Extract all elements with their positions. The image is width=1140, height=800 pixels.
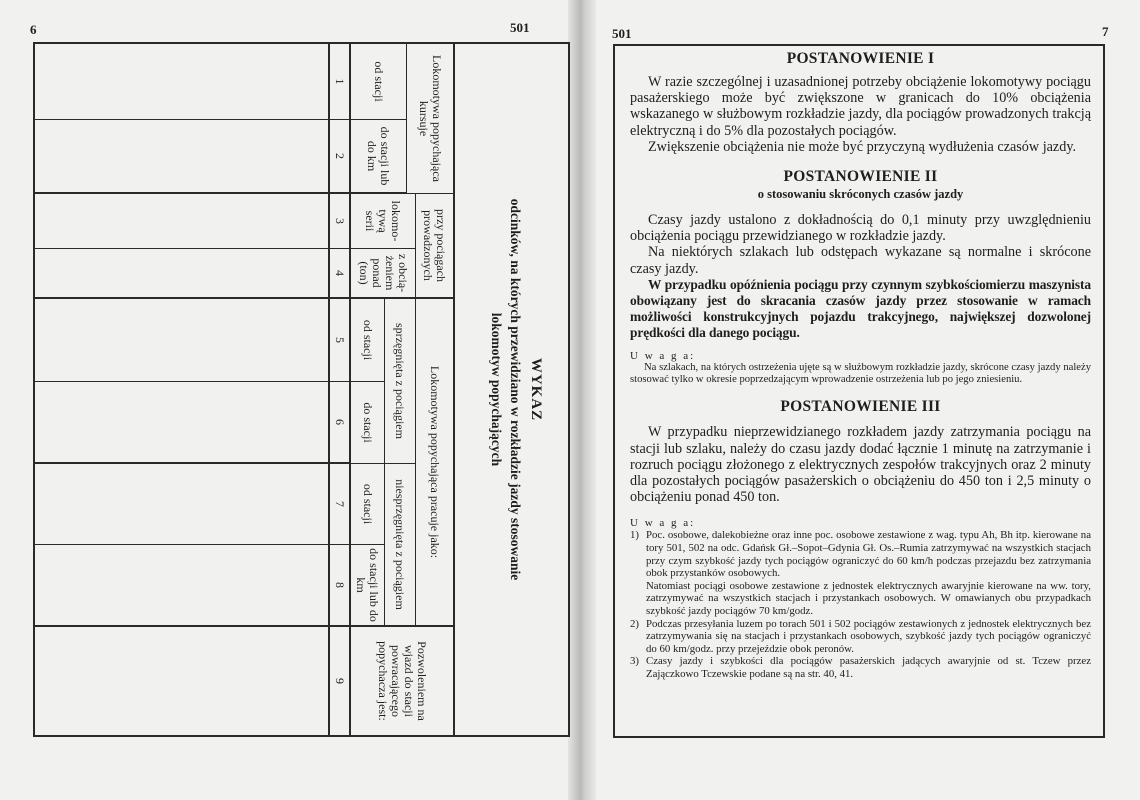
table-title-band <box>453 44 568 735</box>
note-item-1 <box>630 529 1091 617</box>
column-number-4: 4 <box>330 249 350 299</box>
body-column-1 <box>33 44 328 120</box>
header-od-stacji-7: od stacji <box>350 464 384 545</box>
column-number-2: 2 <box>330 120 350 194</box>
note-item-2-text: Podczas przesyłania luzem po torach 501 i 502 pociągów zestawionych z jednostek elektrycznych bez zatrzymywania się na stacjach i przystankach osobowych, szybkość jazdy tych pociągów ograniczyć do 60 km/godz. przy przejeździe obok peronów. <box>646 617 1091 655</box>
pusher-locomotive-table-wrapper <box>33 42 570 737</box>
section-1-paragraph-1: W razie szczególnej i uzasadnionej potrzeby obciążenie lokomotywy pociągu pasażerskiego może być zwiększone w granicach do 10% obciążenia wskazanego w służbowym rozkładzie jazdy, dla pociągów prowadzonych trakcją elektryczną i do 5% dla pozostałych pociągów. <box>630 74 1091 139</box>
header-do-stacji-6: do stacji <box>350 382 384 464</box>
body-column-6 <box>33 382 328 464</box>
section-3-notes-list <box>630 529 1091 680</box>
body-column-5 <box>33 299 328 382</box>
header-pozwoleniem: Pozwoleniem na wjazd do stacji powracającego popychacza jest: <box>350 627 453 735</box>
section-2-note: Na szlakach, na których ostrzeżenia ujęte są w służbowym rozkładzie jazdy, skrócone czasy jazdy należy stosować tylko w okresie poprzedzającym wprowadzenie ostrzeżenia lub po jego zniesieniu. <box>630 361 1091 386</box>
body-column-7 <box>33 464 328 545</box>
header-group-niesprzegnieta: niesprzęgnięta z pociągiem <box>384 464 415 627</box>
note-item-1-text-2: Natomiast pociągi osobowe zestawione z jednostek elektrycznych awaryjnie kierowane na ww. tory, zatrzymywać na wszystkich stacjach i przystankach osobowych. W omawianych obu przypadkach szybkość jazdy pociągów 70 km/godz. <box>646 579 1091 618</box>
header-lokomotywa-serii: lokomo-tywą serii <box>350 194 415 249</box>
pusher-locomotive-table <box>33 42 570 737</box>
left-page-number: 6 <box>30 22 37 37</box>
body-column-4 <box>33 249 328 299</box>
right-line-number: 501 <box>612 26 632 41</box>
column-number-1: 1 <box>330 44 350 120</box>
column-number-8: 8 <box>330 545 350 627</box>
body-column-2 <box>33 120 328 194</box>
column-number-9: 9 <box>333 678 348 684</box>
left-line-number: 501 <box>510 20 530 35</box>
note-item-2 <box>630 618 1091 656</box>
section-2-paragraph-2: Na niektórych szlakach lub odstępach wykazane są normalne i skrócone czasy jazdy. <box>630 244 1091 277</box>
note-item-1-text: Poc. osobowe, dalekobieżne oraz inne poc. osobowe zestawione z wag. typu Ah, Bh itp. kierowane na tory 501, 502 na odc. Gdańsk Gł.–Sopot–Gdynia Gł. Os.–Rumia zatrzymywać na wszystkich stacjach przy czym szybkość jazdy tych pociągów ograniczyć do 60 km/h podczas przejazdu bez zatrzymania obok przystanków osobowych. <box>646 529 1091 580</box>
header-group-prowadzonych: przy pociągach prowadzonych <box>415 194 453 299</box>
header-od-stacji: od stacji <box>350 44 406 120</box>
column-number-3: 3 <box>330 194 350 249</box>
column-number-5: 5 <box>330 299 350 382</box>
number-row-divider <box>328 44 330 735</box>
section-1-paragraph-2: Zwiększenie obciążenia nie może być przyczyną wydłużenia czasów jazdy. <box>648 138 1077 155</box>
section-2-bold-paragraph: W przypadku opóźnienia pociągu przy czynnym szybkościomierzu maszynista obowiązany jest do skracania czasów jazdy przez stosowanie w ramach możliwości konstrukcyjnych pojazdu trakcyjnego, największej dozwolonej prędkości dla danego pociągu. <box>630 276 1091 341</box>
note-item-3-text: Czasy jazdy i szybkości dla pociągów pasażerskich jadących awaryjnie od st. Tczew przez Zajączkowo Tczewskie podane są na str. 40, 41. <box>646 655 1091 680</box>
section-3-heading: POSTANOWIENIE III <box>780 398 941 416</box>
column-number-7: 7 <box>330 464 350 545</box>
note-item-3 <box>630 655 1091 680</box>
right-page-number: 7 <box>1102 24 1109 39</box>
header-do-stacji-lub-km: do stacji lub do km <box>350 120 406 194</box>
header-obciazeniem: z obcią-żeniem ponad (ton) <box>350 249 415 299</box>
regulations-frame <box>613 44 1105 738</box>
header-group-sprzegnieta: sprzęgnięta z pociągiem <box>384 299 415 464</box>
book-gutter <box>568 0 596 800</box>
header-group-kursuje: Lokomotywa popychająca kursuje <box>406 44 453 194</box>
table-subtitle-1: odcinków, na których przewidziano w rozkładzie jazdy stosowanie <box>508 198 523 581</box>
note-item-2-number: 2) <box>630 617 639 630</box>
section-2-heading: POSTANOWIENIE II <box>783 168 938 186</box>
section-2-note-label: U w a g a: <box>630 349 696 362</box>
section-2-subheading: o stosowaniu skróconych czasów jazdy <box>757 187 964 202</box>
header-od-stacji-5: od stacji <box>350 299 384 382</box>
section-3-note-label: U w a g a: <box>630 517 696 530</box>
header-do-stacji-lub-km-8: do stacji lub do km <box>350 545 384 627</box>
body-column-3 <box>33 194 328 249</box>
body-column-8 <box>33 545 328 627</box>
note-item-3-number: 3) <box>630 655 639 668</box>
note-item-1-number: 1) <box>630 529 639 542</box>
section-3-paragraph-1: W przypadku nieprzewidzianego rozkładem jazdy zatrzymania pociągu na stacji lub szlaku, należy do czasu jazdy dodać łącznie 1 minutę na zatrzymanie i rozruch pociągu złożonego z elektrycznych zespołów trakcyjnych oraz 2 minuty dla pozostałych pociągów pasażerskich o obciążeniu do 450 ton i 2,5 minuty o obciążeniu ponad 450 ton. <box>630 424 1091 506</box>
section-2-paragraph-1: Czasy jazdy ustalono z dokładnością do 0,1 minuty przy uwzględnieniu obciążenia pociągu przewidzianego w rozkładzie jazdy. <box>630 212 1091 245</box>
table-subtitle-2: lokomotyw popychających <box>489 312 504 467</box>
header-group-pracuje: Lokomotywa popychająca pracuje jako: <box>415 299 453 627</box>
column-number-6: 6 <box>330 382 350 464</box>
table-title: WYKAZ <box>528 357 544 422</box>
section-1-heading: POSTANOWIENIE I <box>786 50 935 67</box>
